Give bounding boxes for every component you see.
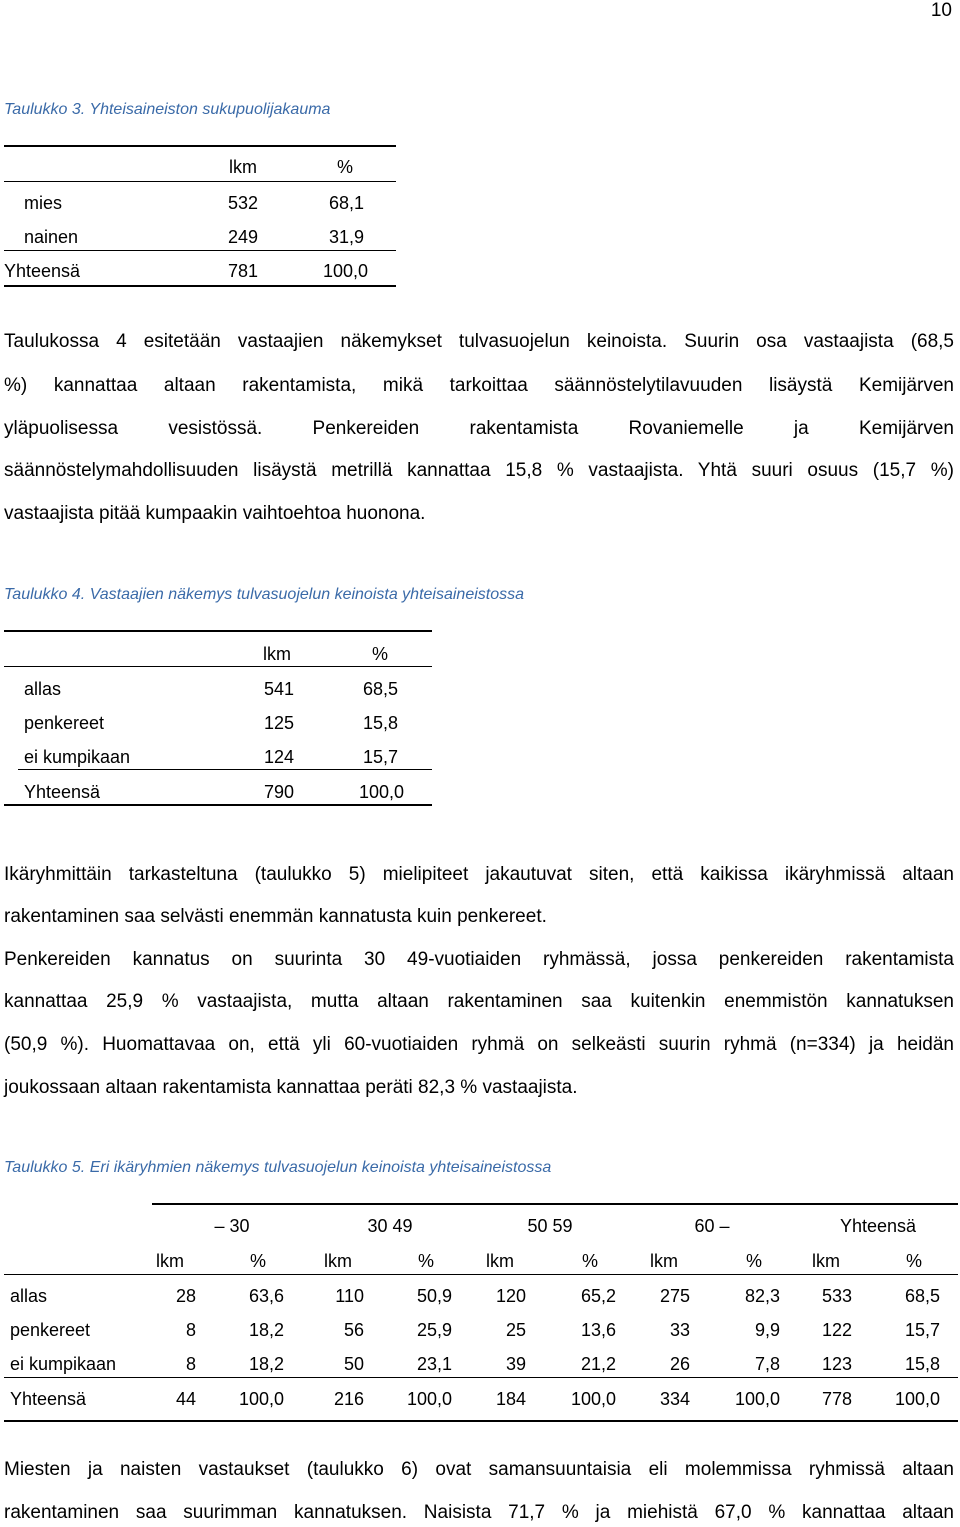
table3-top-rule xyxy=(4,145,396,147)
table4-row-label: penkereet xyxy=(24,713,105,733)
table5-cell: 50 xyxy=(343,1354,364,1374)
table5-row-label: penkereet xyxy=(10,1320,91,1340)
table5-cell: 778 xyxy=(821,1389,852,1409)
table5-cell: 25 xyxy=(505,1320,526,1340)
table3-total-pct: 100,0 xyxy=(322,261,368,281)
table5-cell: 9,9 xyxy=(754,1320,780,1340)
table5-cell: 25,9 xyxy=(416,1320,452,1340)
table5-top-rule xyxy=(152,1203,958,1205)
paragraph-line: Ikäryhmittäin tarkasteltuna (taulukko 5) mielipiteet jakautuvat siten, että kaikissa ikäryhmissä altaan xyxy=(4,864,954,885)
table5-cell: 18,2 xyxy=(248,1320,284,1340)
table4-header-rule xyxy=(4,666,432,667)
table5-cell: 334 xyxy=(659,1389,690,1409)
table5-cell: 65,2 xyxy=(580,1286,616,1306)
table3-total-lkm: 781 xyxy=(227,261,258,281)
table5-subheader: % xyxy=(417,1251,434,1271)
table5-cell: 8 xyxy=(185,1320,196,1340)
table5-cell: 100,0 xyxy=(406,1389,452,1409)
table4-bottom-rule xyxy=(4,804,432,806)
table3-row-lkm: 532 xyxy=(227,193,258,213)
table5-cell: 8 xyxy=(185,1354,196,1374)
table5-subheader: lkm xyxy=(324,1251,352,1271)
paragraph-line: Taulukossa 4 esitetään vastaajien näkemykset tulvasuojelun keinoista. Suurin osa vastaajista (68,5 xyxy=(4,331,954,352)
paragraph-line: yläpuolisessa vesistössä. Penkereiden rakentamista Rovaniemelle ja Kemijärven xyxy=(4,418,954,439)
table4-header-pct: % xyxy=(371,644,388,664)
table5-total-label: Yhteensä xyxy=(10,1389,87,1409)
table5-subheader: lkm xyxy=(486,1251,514,1271)
table3-header-lkm: lkm xyxy=(229,157,257,177)
table5-cell: 23,1 xyxy=(416,1354,452,1374)
table4-header-lkm: lkm xyxy=(263,644,291,664)
paragraph-line: joukossaan altaan rakentamista kannattaa peräti 82,3 % vastaajista. xyxy=(4,1077,578,1098)
table4-total-pct: 100,0 xyxy=(358,782,404,802)
table5-cell: 39 xyxy=(505,1354,526,1374)
table5-cell: 120 xyxy=(495,1286,526,1306)
paragraph-line: kannattaa 25,9 % vastaajista, mutta altaan rakentaminen saa kuitenkin enemmistön kannatuksen xyxy=(4,991,954,1012)
table5-cell: 216 xyxy=(333,1389,364,1409)
table5-cell: 275 xyxy=(659,1286,690,1306)
paragraph-line: Penkereiden kannatus on suurinta 30 49-vuotiaiden ryhmässä, jossa penkereiden rakentamista xyxy=(4,949,954,970)
table5-cell: 21,2 xyxy=(580,1354,616,1374)
table3-row-pct: 68,1 xyxy=(328,193,364,213)
table3-row-lkm: 249 xyxy=(227,227,258,247)
paragraph-line: Miesten ja naisten vastaukset (taulukko 6) ovat samansuuntaisia eli molemmissa ryhmissä altaan xyxy=(4,1459,954,1480)
table5-group-header: 50 59 xyxy=(527,1216,573,1236)
table5-cell: 100,0 xyxy=(238,1389,284,1409)
paragraph-line: rakentaminen saa suurimman kannatuksen. Naisista 71,7 % ja miehistä 67,0 % kannattaa altaan xyxy=(4,1502,954,1523)
table5-cell: 26 xyxy=(669,1354,690,1374)
table5-cell: 184 xyxy=(495,1389,526,1409)
table5-cell: 100,0 xyxy=(734,1389,780,1409)
table5-total-rule xyxy=(4,1377,958,1378)
table5-cell: 18,2 xyxy=(248,1354,284,1374)
table3-header-rule xyxy=(4,181,396,182)
table5-cell: 7,8 xyxy=(754,1354,780,1374)
table5-cell: 15,7 xyxy=(904,1320,940,1340)
table5-cell: 50,9 xyxy=(416,1286,452,1306)
table5-group-header: 30 49 xyxy=(367,1216,413,1236)
table4-row-label: allas xyxy=(24,679,62,699)
table5-header-rule xyxy=(4,1274,958,1275)
table3-caption: Taulukko 3. Yhteisaineiston sukupuolijakauma xyxy=(4,101,331,118)
page-number: 10 xyxy=(930,0,952,21)
table5-subheader: lkm xyxy=(156,1251,184,1271)
table3-bottom-rule xyxy=(4,285,396,287)
table5-subheader: % xyxy=(905,1251,922,1271)
table5-cell: 15,8 xyxy=(904,1354,940,1374)
table3-row-pct: 31,9 xyxy=(328,227,364,247)
table5-cell: 33 xyxy=(669,1320,690,1340)
table5-cell: 28 xyxy=(175,1286,196,1306)
paragraph-line: rakentaminen saa selvästi enemmän kannatusta kuin penkereet. xyxy=(4,906,547,927)
table5-bottom-rule xyxy=(4,1420,958,1422)
table5-cell: 533 xyxy=(821,1286,852,1306)
table4-row-pct: 15,8 xyxy=(362,713,398,733)
table5-subheader: % xyxy=(249,1251,266,1271)
table5-cell: 56 xyxy=(343,1320,364,1340)
table4-row-label: ei kumpikaan xyxy=(24,747,131,767)
table4-total-lkm: 790 xyxy=(263,782,294,802)
table4-row-pct: 68,5 xyxy=(362,679,398,699)
table5-cell: 82,3 xyxy=(744,1286,780,1306)
table5-subheader: lkm xyxy=(650,1251,678,1271)
table4-row-lkm: 541 xyxy=(263,679,294,699)
table5-cell: 63,6 xyxy=(248,1286,284,1306)
table5-cell: 123 xyxy=(821,1354,852,1374)
table5-cell: 44 xyxy=(175,1389,196,1409)
table5-row-label: ei kumpikaan xyxy=(10,1354,117,1374)
table3-header-pct: % xyxy=(336,157,353,177)
paragraph-line: (50,9 %). Huomattavaa on, että yli 60-vuotiaiden ryhmä on selkeästi suurin ryhmä (n=334) ja heidän xyxy=(4,1034,954,1055)
table4-total-label: Yhteensä xyxy=(24,782,101,802)
table5-cell: 13,6 xyxy=(580,1320,616,1340)
table5-subheader: lkm xyxy=(812,1251,840,1271)
table5-group-header: – 30 xyxy=(214,1216,250,1236)
table5-group-header: 60 – xyxy=(694,1216,730,1236)
table3-row-label: nainen xyxy=(24,227,79,247)
table5-subheader: % xyxy=(745,1251,762,1271)
table5-group-header: Yhteensä xyxy=(839,1216,917,1236)
table5-cell: 110 xyxy=(335,1286,364,1306)
table5-caption: Taulukko 5. Eri ikäryhmien näkemys tulvasuojelun keinoista yhteisaineistossa xyxy=(4,1159,552,1176)
table4-row-lkm: 124 xyxy=(263,747,294,767)
table5-cell: 68,5 xyxy=(904,1286,940,1306)
table3-total-label: Yhteensä xyxy=(4,261,81,281)
table5-cell: 100,0 xyxy=(894,1389,940,1409)
paragraph-line: säännöstelymahdollisuuden lisäystä metrillä kannattaa 15,8 % vastaajista. Yhtä suuri osuus (15,7 %) xyxy=(4,460,954,481)
table4-total-rule xyxy=(18,769,432,770)
table4-caption: Taulukko 4. Vastaajien näkemys tulvasuojelun keinoista yhteisaineistossa xyxy=(4,586,525,603)
table3-total-rule xyxy=(4,250,396,251)
table5-cell: 122 xyxy=(821,1320,852,1340)
table5-row-label: allas xyxy=(10,1286,48,1306)
paragraph-line: %) kannattaa altaan rakentamista, mikä tarkoittaa säännöstelytilavuuden lisäystä Kemijärven xyxy=(4,375,954,396)
table5-cell: 100,0 xyxy=(570,1389,616,1409)
paragraph-line: vastaajista pitää kumpaakin vaihtoehtoa huonona. xyxy=(4,503,426,524)
table4-top-rule xyxy=(4,630,432,632)
table4-row-pct: 15,7 xyxy=(362,747,398,767)
table5-subheader: % xyxy=(581,1251,598,1271)
table3-row-label: mies xyxy=(24,193,63,213)
table4-row-lkm: 125 xyxy=(263,713,294,733)
